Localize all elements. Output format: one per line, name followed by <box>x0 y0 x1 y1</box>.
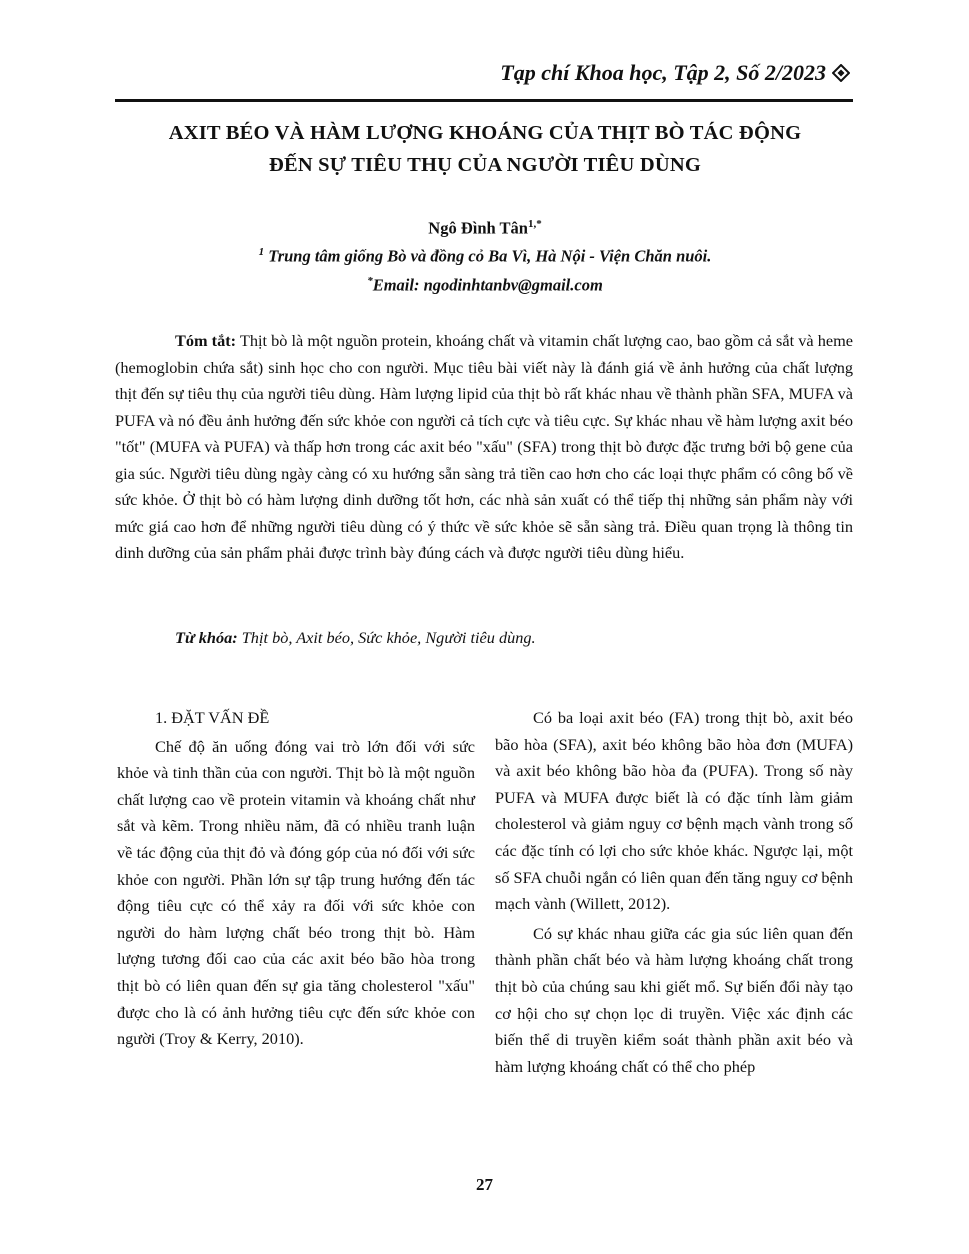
email-superscript: * <box>367 275 373 287</box>
author-name: Ngô Đình Tân <box>428 218 528 238</box>
page-number: 27 <box>476 1175 493 1194</box>
left-column <box>117 705 475 1053</box>
affiliation-text: Trung tâm giống Bò và đồng cỏ Ba Vì, Hà Nội - Viện Chăn nuôi. <box>268 246 712 266</box>
email-text: Email: ngodinhtanbv@gmail.com <box>372 275 603 295</box>
journal-title: Tạp chí Khoa học, Tập 2, Số 2/2023 <box>500 60 826 85</box>
right-paragraph-2: Có sự khác nhau giữa các gia súc liên quan đến thành phần chất béo và hàm lượng khoáng chất trong thịt bò của chúng sau khi giết mổ. Sự biến đổi này tạo cơ hội cho sự chọn lọc di truyền. Việc xác định các biến thể di truyền kiểm soát thành phần axit béo và hàm lượng khoáng chất có thể cho phép <box>495 923 853 1076</box>
abstract <box>115 328 853 567</box>
abstract-text: Thịt bò là một nguồn protein, khoáng chất và vitamin chất lượng cao, bao gồm cả sắt và heme (hemoglobin chứa sắt) sinh học cho con người. Mục tiêu bài viết này là đánh giá về ảnh hưởng của chất lượng thịt đến sự tiêu thụ của người tiêu dùng. Hàm lượng lipid của thịt bò rất khác nhau về thành phần SFA, MUFA và PUFA và nó đều ảnh hưởng đến sức khỏe con người cả tích cực và tiêu cực. Sự khác nhau về hàm lượng axit béo "tốt" (MUFA và PUFA) và thấp hơn trong các axit béo "xấu" (SFA) trong thịt bò được đặc trưng bởi bộ gene của gia súc. Người tiêu dùng ngày càng có xu hướng sẵn sàng trả tiền cao hơn cho các loại thực phẩm có công bố về sức khỏe. Ở thịt bò có hàm lượng dinh dưỡng tốt hơn, các nhà sản xuất có thể tiếp thị những sản phẩm này với mức giá cao hơn để những người tiêu dùng có ý thức về sức khỏe sẽ sẵn sàng trả. Điều quan trọng là thông tin dinh dưỡng của sản phẩm phải được trình bày đúng cách và được người tiêu dùng hiểu. <box>115 331 853 562</box>
title-line-2: ĐẾN SỰ TIÊU THỤ CỦA NGƯỜI TIÊU DÙNG <box>268 154 702 176</box>
right-paragraph-1: Có ba loại axit béo (FA) trong thịt bò, axit béo bão hòa (SFA), axit béo không bão hòa đơn (MUFA) và axit béo không bão hòa đa (PUFA). Trong số này PUFA và MUFA được biết là có đặc tính làm giảm cholesterol và giảm nguy cơ bệnh mạch vành trong số các đặc tính có lợi cho sức khỏe khác. Ngược lại, một số SFA chuỗi ngắn có liên quan đến tăng nguy cơ bệnh mạch vành (Willett, 2012). <box>495 708 853 914</box>
author-superscript: 1,* <box>527 218 542 230</box>
article-title <box>100 117 870 181</box>
keywords-text: Thịt bò, Axit béo, Sức khỏe, Người tiêu dùng. <box>241 628 536 647</box>
title-line-1: AXIT BÉO VÀ HÀM LƯỢNG KHOÁNG CỦA THỊT BÒ TÁC ĐỘNG <box>168 122 802 144</box>
affiliation <box>100 246 870 267</box>
author <box>100 218 870 239</box>
right-column <box>495 705 853 1080</box>
affiliation-superscript: 1 <box>258 246 265 258</box>
abstract-label: Tóm tắt: <box>175 331 237 350</box>
email <box>100 275 870 296</box>
journal-header <box>470 60 850 86</box>
keywords <box>115 628 853 648</box>
diamond-icon <box>832 62 850 80</box>
section-heading: 1. ĐẶT VẤN ĐỀ <box>155 708 270 727</box>
keywords-label: Từ khóa: <box>175 628 238 647</box>
left-paragraph-1: Chế độ ăn uống đóng vai trò lớn đối với sức khỏe và tinh thần của con người. Thịt bò là một nguồn chất lượng cao về protein vitamin và khoáng chất như sắt và kẽm. Trong nhiều năm, đã có nhiều tranh luận về tác động của thịt đỏ và đóng góp của nó đối với sức khỏe con người. Phần lớn sự tập trung hướng đến tác động tiêu cực có thể xảy ra đối với sức khỏe con người do hàm lượng chất béo trong thịt bò. Hàm lượng tương đối cao của các axit béo bão hòa trong thịt bò có liên quan đến sự gia tăng cholesterol "xấu" được cho là có ảnh hưởng tiêu cực đến sức khỏe con người (Troy & Kerry, 2010). <box>117 736 475 1049</box>
header-rule <box>115 99 853 102</box>
